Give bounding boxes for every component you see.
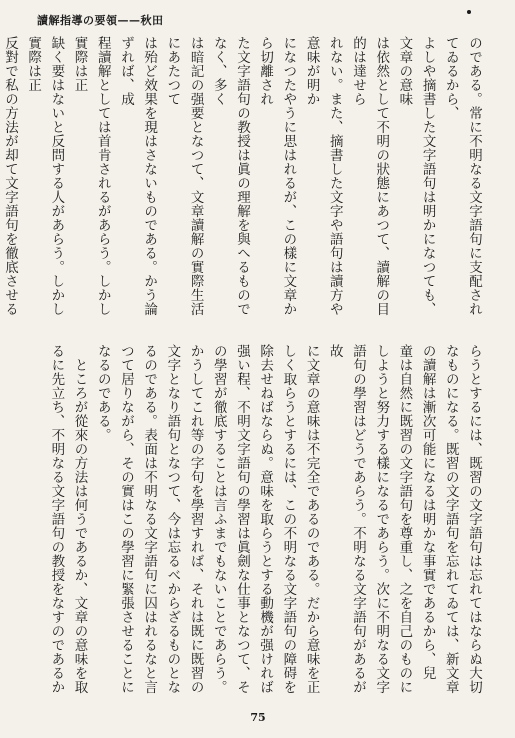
running-header: 讀解指導の要領——秋田 xyxy=(37,14,164,27)
page-number: 75 xyxy=(250,711,266,724)
ink-dot xyxy=(467,10,471,14)
text-block-upper: のである。常に不明なる文字語句に支配されてゐるから、 よしや摘書した文字語句は明かになつても、文章の意味 は依然として不明の狀態にあつて、讀解の目的は達せら れない。また、摘書した文字や語句は讀方や意味が明か になつたやうに思はれるが、この樣に文章から切離され た文字語句の教授は眞の理解を與へるものでなく、多く は暗記の强要となつて、文章讀解の實際生活にあたつて は殆ど效果を現はさないものである。かう論ずれば、成 程讀解としては首肯されるがあらう。しかし實際は正 缺く要はないと反問する人があらう。しかし實際は正 反對で私の方法が却て文字語句を徹底させる xyxy=(1,36,482,316)
text-block-lower: らうとするには、既習の文字語句は忘れてはならぬ大切 なものになる。既習の文字語句を忘れてゐては、新文章 の讀解は漸次可能になるは明かな事實であるから、兒 童は自然に既習の文字語句を尊重し、之を自己のものに しようと努力する樣になるであらう。次に不明なる文字 語句の學習はどうであらう。不明なる文字語句があるが故 に文章の意味は不完全であるのである。だから意味を正 しく取らうとするには、この不明なる文字語句の障碍を 除去せねばならぬ。意味を取らうとする動機が强ければ 强い程、不明文字語句の學習は眞劍な仕事となつて、そ の學習が徹底することは言ふまでもないことであらう。 かうしてこれ等の字句を學習すれば、それは既に既習の 文字となり語句となつて、今は忘るべからざるものとな るのである。表面は不明なる文字語句に囚はれるなと言 つて居りながら、その實はこの學習に緊張させることに なるのである。 ところが從來の方法は何うであるか、文章の意味を取 るに先立ち、不明なる文字語句の教授をなすのであるか xyxy=(48,344,482,694)
